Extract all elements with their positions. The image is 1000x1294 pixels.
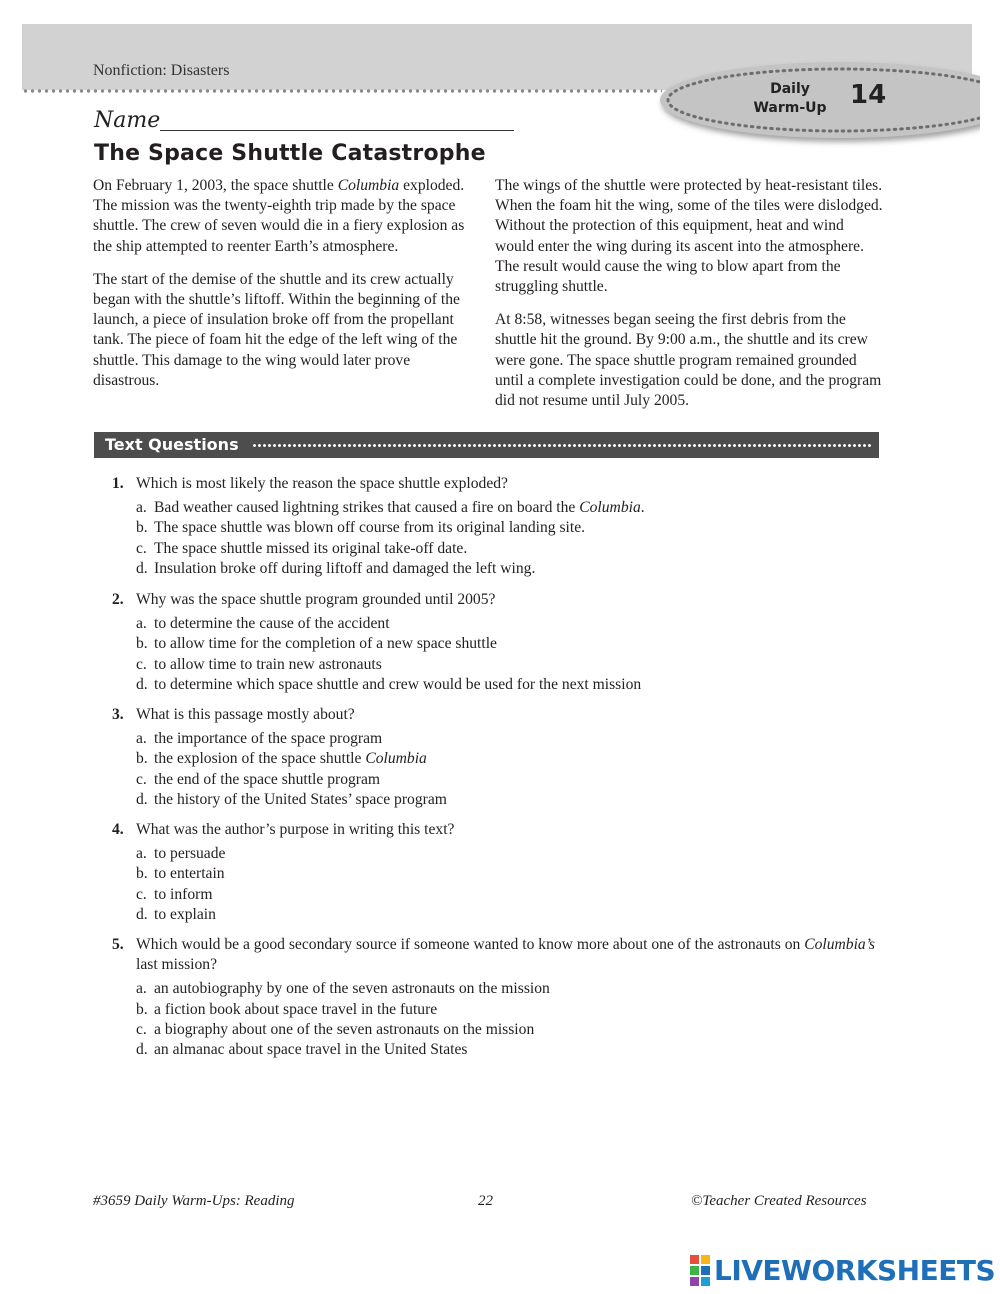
question-stem: Which is most likely the reason the space shuttle exploded? xyxy=(136,475,508,492)
answer-option[interactable]: d. the history of the United States’ space program xyxy=(136,790,447,808)
answer-option[interactable]: b. to entertain xyxy=(136,865,225,883)
badge-number: 14 xyxy=(850,80,887,110)
page-title: The Space Shuttle Catastrophe xyxy=(94,141,486,166)
worksheet-category: Nonfiction: Disasters xyxy=(93,62,230,79)
text-questions-title: Text Questions xyxy=(105,435,239,454)
question-stem: What is this passage mostly about? xyxy=(136,706,355,723)
answer-option[interactable]: d. an almanac about space travel in the United States xyxy=(136,1041,468,1059)
answer-option[interactable]: d. Insulation broke off during liftoff and damaged the left wing. xyxy=(136,559,536,577)
answer-option[interactable]: d. to explain xyxy=(136,905,216,923)
question-stem: What was the author’s purpose in writing this text? xyxy=(136,821,455,838)
answer-option[interactable]: b. to allow time for the completion of a new space shuttle xyxy=(136,635,497,653)
section-bar-dots xyxy=(252,443,872,448)
question-4: 4. What was the author’s purpose in writing this text? a. to persuade b. to entertain c. to inform d. to explain xyxy=(112,820,892,925)
name-label: Name xyxy=(94,108,161,133)
question-3: 3. What is this passage mostly about? a. the importance of the space program b. the explosion of the space shuttle Columbia c. the end of the space shuttle program d. the history of the United States’ space program xyxy=(112,705,892,810)
badge-label xyxy=(745,80,835,118)
question-stem: Why was the space shuttle program grounded until 2005? xyxy=(136,591,496,608)
footer-publisher: ©Teacher Created Resources xyxy=(691,1193,867,1209)
logo-block xyxy=(690,1255,699,1264)
answer-option[interactable]: c. to inform xyxy=(136,885,213,903)
passage-paragraph: At 8:58, witnesses began seeing the first debris from the shuttle hit the ground. By 9:00 a.m., the shuttle and its crew were gone. The space shuttle program remained grounded until a complete investigation could be done, and the program did not resume until July 2005. xyxy=(495,311,882,410)
answer-option[interactable]: c. a biography about one of the seven astronauts on the mission xyxy=(136,1020,535,1038)
passage-column-right xyxy=(495,176,885,424)
answer-option[interactable]: a. to persuade xyxy=(136,845,226,863)
passage-column-left xyxy=(93,176,478,404)
question-5: 5. Which would be a good secondary source if someone wanted to know more about one of the astronauts on Columbia’s last mission? a. an autobiography by one of the seven astronauts on the mission b. a fiction book about space travel in the future c. a biography about one of the seven astronauts on the mission d. an almanac about space travel in the United States xyxy=(112,935,892,1060)
answer-option[interactable]: d. to determine which space shuttle and crew would be used for the next mission xyxy=(136,675,642,693)
answer-option[interactable]: b. The space shuttle was blown off course from its original landing site. xyxy=(136,519,586,537)
liveworksheets-logo-text: LIVEWORKSHEETS xyxy=(714,1254,996,1287)
liveworksheets-logo-icon xyxy=(690,1255,710,1286)
logo-block xyxy=(690,1266,699,1275)
badge-label-warmup: Warm-Up xyxy=(753,100,827,116)
answer-option[interactable]: c. to allow time to train new astronauts xyxy=(136,655,382,673)
answer-option[interactable]: a. the importance of the space program xyxy=(136,730,383,748)
logo-block xyxy=(701,1266,710,1275)
badge-label-daily: Daily xyxy=(770,81,810,97)
liveworksheets-logo xyxy=(690,1254,995,1287)
answer-option[interactable]: a. Bad weather caused lightning strikes that caused a fire on board the Columbia. xyxy=(136,499,645,517)
passage-paragraph: The wings of the shuttle were protected by heat-resistant tiles. When the foam hit the wing, some of the tiles were dislodged. Without the protection of this equipment, heat and wind would enter the wing during its ascent into the atmosphere. The result would cause the wing to blow apart from the struggling shuttle. xyxy=(495,177,883,296)
logo-block xyxy=(701,1255,710,1264)
answer-option[interactable]: c. The space shuttle missed its original take-off date. xyxy=(136,539,468,557)
logo-block xyxy=(701,1277,710,1286)
footer-page-number: 22 xyxy=(478,1193,493,1209)
name-input-line[interactable] xyxy=(160,130,514,131)
answer-option[interactable]: a. an autobiography by one of the seven astronauts on the mission xyxy=(136,980,550,998)
question-2: 2. Why was the space shuttle program grounded until 2005? a. to determine the cause of the accident b. to allow time for the completion of a new space shuttle c. to allow time to train new astronauts d. to determine which space shuttle and crew would be used for the next mission xyxy=(112,590,892,695)
answer-option[interactable]: b. a fiction book about space travel in the future xyxy=(136,1000,438,1018)
answer-option[interactable]: a. to determine the cause of the accident xyxy=(136,615,390,633)
passage-paragraph: The start of the demise of the shuttle and its crew actually began with the shuttle’s liftoff. Within the beginning of the launch, a piece of insulation broke off from the propellant tank. The piece of foam hit the edge of the left wing of the shuttle. This damage to the wing would later prove disastrous. xyxy=(93,270,460,389)
answer-option[interactable]: b. the explosion of the space shuttle Columbia xyxy=(136,750,427,768)
question-1: 1. Which is most likely the reason the space shuttle exploded? a. Bad weather caused lightning strikes that caused a fire on board the Columbia. b. The space shuttle was blown off course from its original landing site. c. The space shuttle missed its original take-off date. d. Insulation broke off during liftoff and damaged the left wing. xyxy=(112,474,892,579)
logo-block xyxy=(690,1277,699,1286)
footer-book-title: #3659 Daily Warm-Ups: Reading xyxy=(93,1193,295,1209)
header-dotted-divider xyxy=(22,88,662,94)
answer-option[interactable]: c. the end of the space shuttle program xyxy=(136,770,381,788)
passage-paragraph: On February 1, 2003, the space shuttle Columbia exploded. The mission was the twenty-eighth trip made by the space shuttle. The crew of seven would die in a fiery explosion as the ship attempted to reenter Earth’s atmosphere. xyxy=(93,177,465,255)
question-stem: Which would be a good secondary source if someone wanted to know more about one of the astronauts on Columbia’s last mission? xyxy=(136,936,875,974)
